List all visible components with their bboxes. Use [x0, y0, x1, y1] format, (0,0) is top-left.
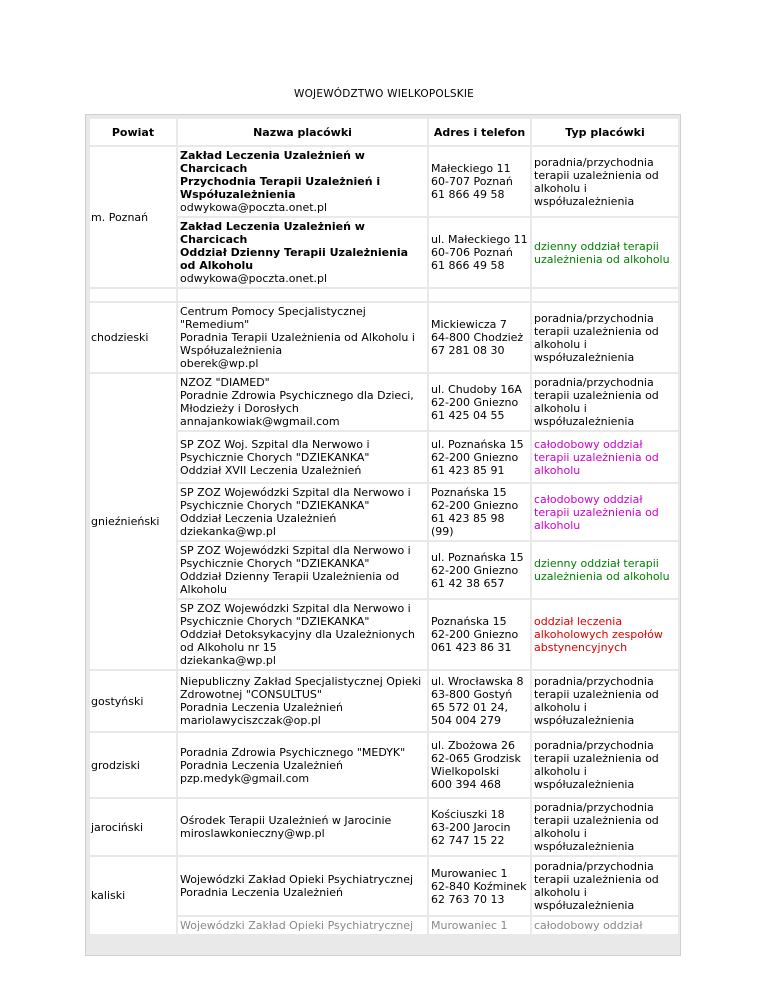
address-city: 62-200 Gniezno	[431, 450, 519, 464]
phone: 62 747 15 22	[431, 833, 505, 847]
powiat-cell: m. Poznań	[90, 147, 176, 287]
address-line: Murowaniec 1	[431, 866, 508, 880]
address-city: 63-800 Gostyń	[431, 688, 513, 701]
address-line: ul. Poznańska 15	[431, 550, 524, 564]
address-line: Mickiewicza 7	[431, 318, 507, 331]
address-city: 62-065 Grodzisk Wielkopolski	[431, 752, 521, 778]
table-row	[90, 799, 678, 855]
facility-name-cell	[178, 857, 427, 915]
facility-name-cell	[178, 733, 427, 797]
table-row	[90, 303, 678, 372]
powiat-cell: jarociński	[90, 799, 176, 855]
facility-name: Ośrodek Terapii Uzależnień w Jarocinie	[180, 814, 392, 827]
phone: 61 866 49 58	[431, 188, 505, 201]
address-city: 62-840 Koźminek	[431, 879, 527, 893]
powiat-cell: kaliski	[90, 857, 176, 934]
facility-name-cell	[178, 432, 427, 482]
header-powiat: Powiat	[90, 119, 176, 145]
facility-name-cell: Wojewódzki Zakład Opieki Psychiatrycznej	[178, 917, 427, 934]
address-city: 64-800 Chodzież	[431, 331, 524, 344]
type-cell: całodobowy oddział terapii uzależnienia od alkoholu	[532, 432, 678, 482]
facility-unit: Poradnia Leczenia Uzależnień	[180, 886, 343, 899]
powiat-cell: chodzieski	[90, 303, 176, 372]
table-row	[90, 671, 678, 731]
address-line: ul. Poznańska 15	[431, 437, 524, 451]
facility-name: SP ZOZ Wojewódzki Szpital dla Nerwowo i Psychicznie Chorych "DZIEKANKA"	[180, 486, 411, 512]
phone: 600 394 468	[431, 778, 501, 791]
facility-unit: Poradnie Zdrowia Psychicznego dla Dzieci, Młodzieży i Dorosłych	[180, 389, 414, 415]
facility-name-cell	[178, 600, 427, 669]
facility-unit: Przychodnia Terapii Uzależnień i Współuzależnienia	[180, 175, 381, 201]
facility-name-cell	[178, 374, 427, 430]
facility-email: dziekanka@wp.pl	[180, 525, 276, 538]
phone: 65 572 01 24, 504 004 279	[431, 701, 508, 727]
table-row	[90, 432, 678, 482]
address-cell	[429, 600, 530, 669]
table-row	[90, 857, 678, 915]
facility-unit: Oddział Dzienny Terapii Uzależnienia od Alkoholu	[180, 246, 409, 272]
facility-name-cell	[178, 671, 427, 731]
type-cell: dzienny oddział terapii uzależnienia od alkoholu	[532, 218, 678, 287]
type-cell: całodobowy oddział terapii uzależnienia od alkoholu	[532, 484, 678, 540]
facility-unit: Oddział Dzienny Terapii Uzależnienia od Alkoholu	[180, 570, 400, 596]
facility-unit: Poradnia Leczenia Uzależnień	[180, 701, 343, 714]
type-cell: poradnia/przychodnia terapii uzależnienia od alkoholu i współuzależnienia	[532, 733, 678, 797]
facility-name-cell	[178, 147, 427, 216]
address-cell	[429, 147, 530, 216]
type-cell: oddział leczenia alkoholowych zespołów abstynencyjnych	[532, 600, 678, 669]
facility-email: dziekanka@wp.pl	[180, 654, 276, 667]
address-city: 60-706 Poznań	[431, 246, 513, 259]
type-cell: dzienny oddział terapii uzależnienia od alkoholu	[532, 542, 678, 598]
table-header-row	[90, 119, 678, 145]
phone: 61 423 85 98 (99)	[431, 512, 505, 538]
facility-name-cell	[178, 799, 427, 855]
address-cell	[429, 484, 530, 540]
address-cell	[429, 432, 530, 482]
facility-unit: Oddział Detoksykacyjny dla Uzależnionych od Alkoholu nr 15	[180, 628, 415, 654]
facility-name-cell	[178, 303, 427, 372]
facility-name-cell	[178, 484, 427, 540]
header-nazwa: Nazwa placówki	[178, 119, 427, 145]
type-cell: poradnia/przychodnia terapii uzależnienia od alkoholu i współuzależnienia	[532, 374, 678, 430]
facility-name: Poradnia Zdrowia Psychicznego "MEDYK"	[180, 745, 406, 759]
facility-name: NZOZ "DIAMED"	[180, 376, 270, 389]
facility-name: Zakład Leczenia Uzależnień w Charcicach	[180, 149, 365, 175]
address-line: ul. Chudoby 16A	[431, 382, 522, 396]
facility-email: miroslawkonieczny@wp.pl	[180, 827, 325, 840]
address-city: 62-200 Gniezno	[431, 628, 519, 641]
type-cell: poradnia/przychodnia terapii uzależnienia od alkoholu i współuzależnienia	[532, 303, 678, 372]
facility-name: Wojewódzki Zakład Opieki Psychiatrycznej	[180, 873, 414, 886]
facility-table	[85, 114, 681, 956]
phone: 62 763 70 13	[431, 892, 505, 906]
table-row	[90, 147, 678, 216]
phone: 67 281 08 30	[431, 344, 505, 357]
address-city: 63-200 Jarocin	[431, 820, 511, 834]
facility-email: odwykowa@poczta.onet.pl	[180, 272, 328, 285]
facility-name: Zakład Leczenia Uzależnień w Charcicach	[180, 220, 365, 246]
table-row	[90, 733, 678, 797]
facility-name: SP ZOZ Wojewódzki Szpital dla Nerwowo i Psychicznie Chorych "DZIEKANKA"	[180, 544, 411, 570]
facility-unit: Poradnia Terapii Uzależnienia od Alkoholu i Współuzależnienia	[180, 331, 415, 357]
facility-name-cell	[178, 542, 427, 598]
type-cell: całodobowy oddział	[532, 917, 678, 934]
facility-name: Niepubliczny Zakład Specjalistycznej Opieki Zdrowotnej "CONSULTUS"	[180, 675, 422, 701]
address-line: ul. Wrocławska 8	[431, 675, 524, 688]
facility-unit: Oddział Leczenia Uzależnień	[180, 512, 337, 525]
facility-name-cell	[178, 218, 427, 287]
facility-email: annajankowiak@wgmail.com	[180, 415, 340, 428]
phone: 61 866 49 58	[431, 259, 505, 272]
address-line: Poznańska 15	[431, 486, 507, 499]
facility-unit: Poradnia Leczenia Uzależnień	[180, 758, 343, 772]
address-city: 60-707 Poznań	[431, 175, 513, 188]
table-row	[90, 484, 678, 540]
facility-name: SP ZOZ Wojewódzki Szpital dla Nerwowo i Psychicznie Chorych "DZIEKANKA"	[180, 602, 411, 628]
header-typ: Typ placówki	[532, 119, 678, 145]
powiat-cell: gnieźnieński	[90, 374, 176, 669]
phone: 61 423 85 91	[431, 463, 505, 477]
address-cell	[429, 218, 530, 287]
table-row	[90, 917, 678, 934]
table-row	[90, 218, 678, 287]
phone: 061 423 86 31	[431, 641, 512, 654]
table-row	[90, 600, 678, 669]
facility-name: SP ZOZ Woj. Szpital dla Nerwowo i Psychicznie Chorych "DZIEKANKA"	[180, 437, 370, 464]
facility-email: odwykowa@poczta.onet.pl	[180, 201, 328, 214]
address-city: 62-200 Gniezno	[431, 563, 519, 577]
facility-email: pzp.medyk@gmail.com	[180, 771, 310, 785]
facility-name: Centrum Pomocy Specjalistycznej "Remedium"	[180, 305, 366, 331]
type-cell: poradnia/przychodnia terapii uzależnienia od alkoholu i współuzależnienia	[532, 857, 678, 915]
address-cell	[429, 374, 530, 430]
powiat-cell: grodziski	[90, 733, 176, 797]
table-row	[90, 542, 678, 598]
address-line: Kościuszki 18	[431, 807, 505, 821]
address-line: ul. Małeckiego 11	[431, 233, 528, 246]
address-cell	[429, 303, 530, 372]
facility-email: mariolawyciszczak@op.pl	[180, 714, 321, 727]
spacer-row	[90, 289, 678, 301]
facility-email: oberek@wp.pl	[180, 357, 259, 370]
address-cell	[429, 671, 530, 731]
page-title: WOJEWÓDZTWO WIELKOPOLSKIE	[294, 88, 474, 100]
address-city: 62-200 Gniezno	[431, 499, 519, 512]
powiat-cell: gostyński	[90, 671, 176, 731]
address-cell	[429, 542, 530, 598]
address-line: Poznańska 15	[431, 615, 507, 628]
type-cell: poradnia/przychodnia terapii uzależnienia od alkoholu i współuzależnienia	[532, 147, 678, 216]
phone: 61 425 04 55	[431, 408, 505, 422]
phone: 61 42 38 657	[431, 576, 505, 590]
header-adres: Adres i telefon	[429, 119, 530, 145]
facility-unit: Oddział XVII Leczenia Uzależnień	[180, 463, 362, 477]
address-line: ul. Zbożowa 26	[431, 739, 516, 752]
address-cell	[429, 857, 530, 915]
table-row	[90, 374, 678, 430]
address-line: Małeckiego 11	[431, 162, 511, 175]
address-cell	[429, 799, 530, 855]
address-cell: Murowaniec 1	[429, 917, 530, 934]
type-cell: poradnia/przychodnia terapii uzależnienia od alkoholu i współuzależnienia	[532, 799, 678, 855]
type-cell: poradnia/przychodnia terapii uzależnienia od alkoholu i współuzależnienia	[532, 671, 678, 731]
address-city: 62-200 Gniezno	[431, 395, 519, 409]
address-cell	[429, 733, 530, 797]
